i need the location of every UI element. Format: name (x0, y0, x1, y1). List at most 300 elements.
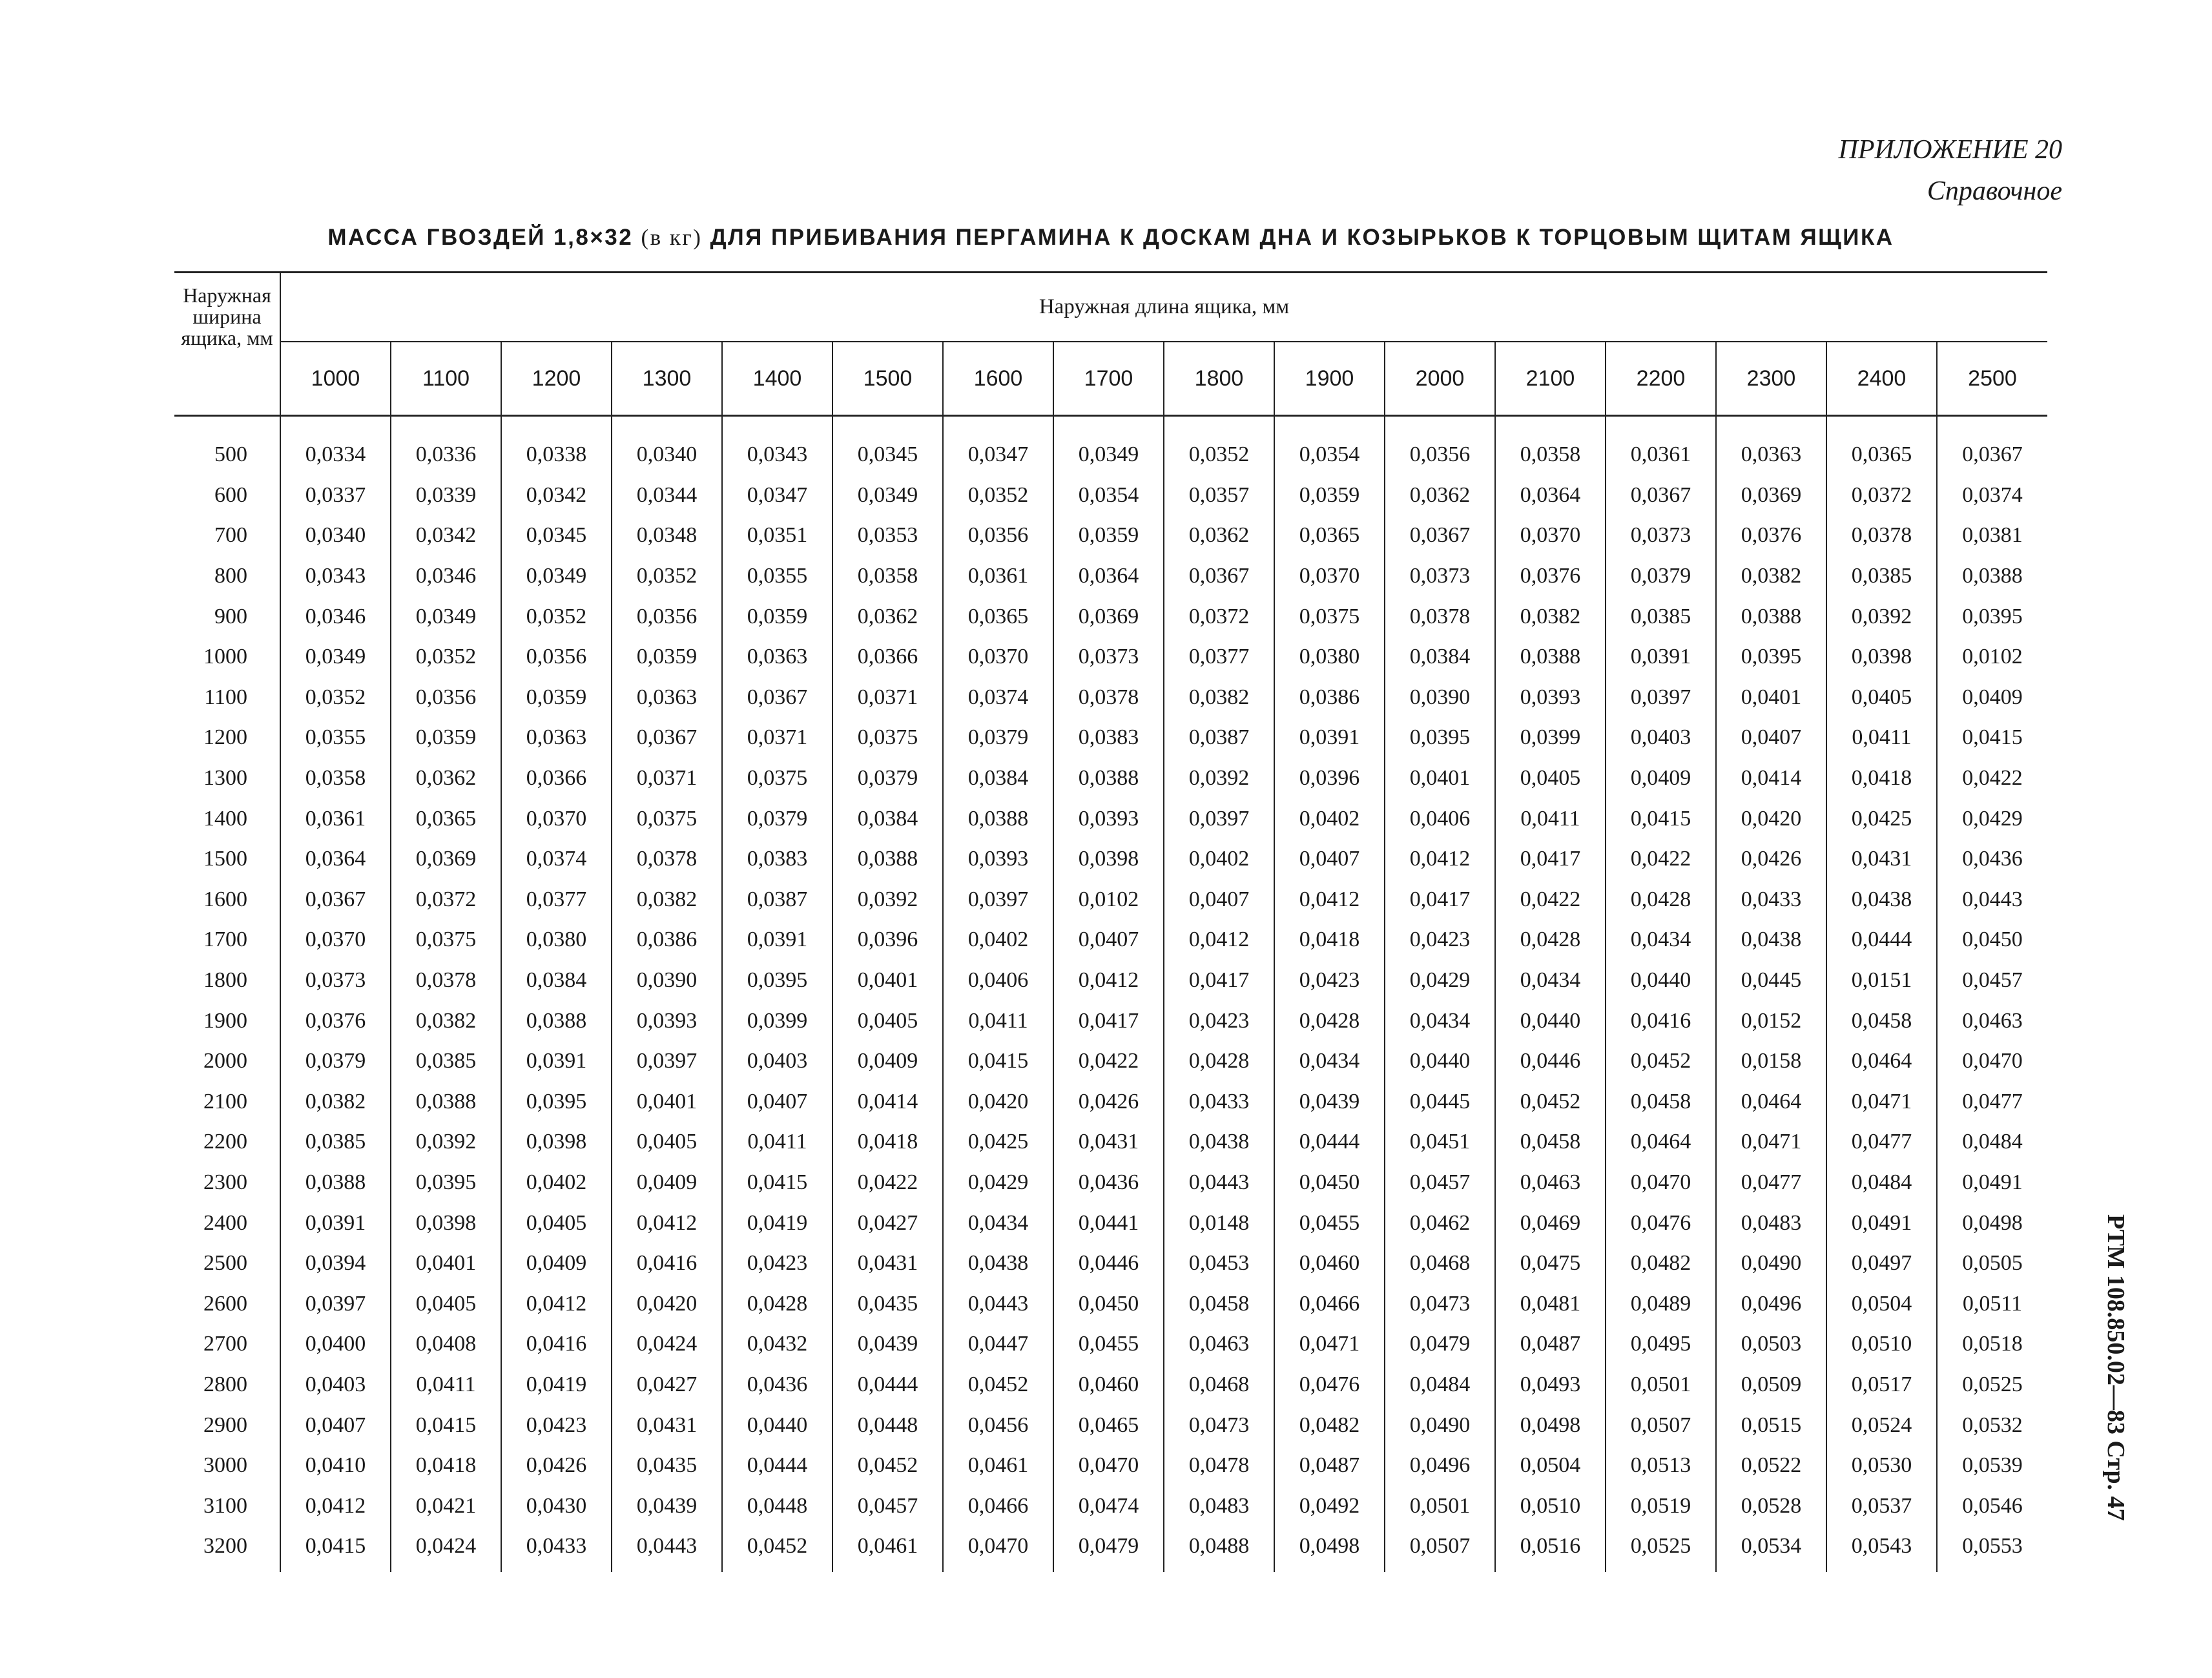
table-title (174, 225, 2047, 251)
table-row (174, 515, 2047, 556)
mass-value-cell: 0,0465 (1053, 1405, 1164, 1445)
width-cell: 2600 (203, 1291, 247, 1316)
mass-value-cell: 0,0340 (612, 416, 722, 475)
mass-value-cell: 0,0448 (832, 1405, 943, 1445)
table-row (174, 596, 2047, 637)
mass-value-cell: 0,0483 (1164, 1486, 1274, 1526)
mass-value-cell: 0,0384 (501, 960, 612, 1001)
mass-value-cell: 0,0516 (1495, 1526, 1606, 1572)
mass-value-cell: 0,0388 (280, 1163, 391, 1203)
mass-value-cell: 0,0444 (1274, 1122, 1385, 1163)
mass-value-cell: 0,0525 (1606, 1526, 1716, 1572)
mass-value-cell: 0,0372 (1826, 475, 1937, 516)
mass-value-cell: 0,0372 (391, 880, 501, 920)
mass-value-cell: 0,0395 (722, 960, 832, 1001)
mass-value-cell: 0,0458 (1826, 1000, 1937, 1041)
mass-value-cell: 0,0443 (612, 1526, 722, 1572)
mass-value-cell: 0,0415 (1606, 798, 1716, 839)
mass-value-cell: 0,0488 (1164, 1526, 1274, 1572)
mass-value-cell: 0,0468 (1164, 1365, 1274, 1405)
mass-value-cell: 0,0352 (612, 556, 722, 597)
mass-value-cell: 0,0352 (280, 678, 391, 718)
mass-value-cell: 0,0409 (1937, 678, 2047, 718)
mass-value-cell: 0,0365 (1826, 416, 1937, 475)
mass-value-cell: 0,0411 (722, 1122, 832, 1163)
table-row (174, 1283, 2047, 1324)
mass-value-cell: 0,0419 (501, 1365, 612, 1405)
mass-value-cell: 0,0348 (612, 515, 722, 556)
mass-value-cell: 0,0439 (832, 1324, 943, 1365)
mass-value-cell: 0,0476 (1274, 1365, 1385, 1405)
mass-value-cell: 0,0457 (1385, 1163, 1495, 1203)
mass-value-cell: 0,0373 (1606, 515, 1716, 556)
mass-value-cell: 0,0349 (832, 475, 943, 516)
mass-value-cell: 0,0352 (391, 637, 501, 678)
mass-value-cell: 0,0420 (943, 1082, 1053, 1123)
mass-value-cell: 0,0487 (1495, 1324, 1606, 1365)
mass-value-cell: 0,0386 (612, 920, 722, 960)
mass-value-cell: 0,0492 (1274, 1486, 1385, 1526)
length-header-cell: 1100 (391, 342, 501, 416)
mass-value-cell: 0,0382 (612, 880, 722, 920)
mass-value-cell: 0,0434 (943, 1203, 1053, 1243)
mass-value-cell: 0,0397 (1164, 798, 1274, 839)
mass-value-cell: 0,0420 (612, 1283, 722, 1324)
mass-value-cell: 0,0371 (612, 758, 722, 799)
mass-value-cell: 0,0375 (832, 718, 943, 758)
mass-value-cell: 0,0458 (1495, 1122, 1606, 1163)
mass-value-cell: 0,0356 (391, 678, 501, 718)
mass-value-cell: 0,0355 (280, 718, 391, 758)
mass-value-cell: 0,0401 (1385, 758, 1495, 799)
mass-value-cell: 0,0410 (280, 1445, 391, 1486)
mass-value-cell: 0,0440 (1385, 1041, 1495, 1082)
mass-value-cell: 0,0361 (1606, 416, 1716, 475)
mass-value-cell: 0,0401 (612, 1082, 722, 1123)
mass-value-cell: 0,0356 (501, 637, 612, 678)
mass-value-cell: 0,0383 (722, 839, 832, 880)
mass-value-cell: 0,0388 (1053, 758, 1164, 799)
width-cell: 1000 (203, 645, 247, 669)
mass-value-cell: 0,0470 (1053, 1445, 1164, 1486)
mass-value-cell: 0,0479 (1053, 1526, 1164, 1572)
mass-value-cell: 0,0418 (391, 1445, 501, 1486)
mass-value-cell: 0,0396 (1274, 758, 1385, 799)
mass-value-cell: 0,0390 (1385, 678, 1495, 718)
mass-value-cell: 0,0507 (1385, 1526, 1495, 1572)
mass-value-cell: 0,0466 (1274, 1283, 1385, 1324)
mass-value-cell: 0,0343 (280, 556, 391, 597)
mass-value-cell: 0,0382 (1164, 678, 1274, 718)
mass-value-cell: 0,0371 (722, 718, 832, 758)
mass-value-cell: 0,0402 (501, 1163, 612, 1203)
mass-value-cell: 0,0406 (943, 960, 1053, 1001)
mass-value-cell: 0,0397 (612, 1041, 722, 1082)
mass-value-cell: 0,0504 (1826, 1283, 1937, 1324)
mass-value-cell: 0,0151 (1826, 960, 1937, 1001)
table-row (174, 556, 2047, 597)
mass-value-cell: 0,0455 (1053, 1324, 1164, 1365)
mass-value-cell: 0,0369 (1053, 596, 1164, 637)
mass-value-cell: 0,0522 (1716, 1445, 1826, 1486)
mass-value-cell: 0,0489 (1606, 1283, 1716, 1324)
mass-value-cell: 0,0352 (943, 475, 1053, 516)
mass-value-cell: 0,0450 (1937, 920, 2047, 960)
mass-value-cell: 0,0478 (1164, 1445, 1274, 1486)
mass-value-cell: 0,0380 (501, 920, 612, 960)
mass-value-cell: 0,0458 (1164, 1283, 1274, 1324)
mass-value-cell: 0,0346 (280, 596, 391, 637)
mass-value-cell: 0,0394 (280, 1243, 391, 1284)
mass-value-cell: 0,0393 (612, 1000, 722, 1041)
mass-value-cell: 0,0391 (1606, 637, 1716, 678)
appendix-type: Справочное (1927, 176, 2062, 206)
mass-value-cell: 0,0408 (391, 1324, 501, 1365)
width-cell: 1600 (203, 887, 247, 911)
mass-value-cell: 0,0438 (1716, 920, 1826, 960)
mass-value-cell: 0,0412 (1385, 839, 1495, 880)
title-unit: (в кг) (641, 225, 703, 250)
width-cell: 2500 (203, 1251, 247, 1276)
table-row (174, 416, 2047, 475)
mass-value-cell: 0,0376 (1716, 515, 1826, 556)
table-row (174, 1082, 2047, 1123)
mass-value-cell: 0,0436 (1937, 839, 2047, 880)
mass-value-cell: 0,0414 (1716, 758, 1826, 799)
mass-value-cell: 0,0453 (1164, 1243, 1274, 1284)
length-header-cell: 1900 (1274, 342, 1385, 416)
mass-value-cell: 0,0474 (1053, 1486, 1164, 1526)
table-body (174, 416, 2047, 1572)
mass-value-cell: 0,0356 (612, 596, 722, 637)
mass-value-cell: 0,0363 (612, 678, 722, 718)
mass-value-cell: 0,0352 (501, 596, 612, 637)
mass-value-cell: 0,0498 (1495, 1405, 1606, 1445)
title-rest: ДЛЯ ПРИБИВАНИЯ ПЕРГАМИНА К ДОСКАМ ДНА И КОЗЫРЬКОВ К ТОРЦОВЫМ ЩИТАМ ЯЩИКА (710, 225, 1894, 250)
mass-value-cell: 0,0476 (1606, 1203, 1716, 1243)
mass-value-cell: 0,0434 (1495, 960, 1606, 1001)
mass-value-cell: 0,0365 (391, 798, 501, 839)
mass-value-cell: 0,0337 (280, 475, 391, 516)
mass-value-cell: 0,0158 (1716, 1041, 1826, 1082)
width-cell: 3200 (203, 1534, 247, 1559)
mass-value-cell: 0,0498 (1937, 1203, 2047, 1243)
mass-value-cell: 0,0395 (391, 1163, 501, 1203)
mass-value-cell: 0,0402 (1164, 839, 1274, 880)
mass-value-cell: 0,0456 (943, 1405, 1053, 1445)
mass-value-cell: 0,0443 (943, 1283, 1053, 1324)
mass-value-cell: 0,0471 (1716, 1122, 1826, 1163)
mass-value-cell: 0,0378 (612, 839, 722, 880)
table-row (174, 839, 2047, 880)
mass-value-cell: 0,0428 (1164, 1041, 1274, 1082)
mass-value-cell: 0,0498 (1274, 1526, 1385, 1572)
mass-value-cell: 0,0482 (1606, 1243, 1716, 1284)
mass-value-cell: 0,0460 (1274, 1243, 1385, 1284)
mass-value-cell: 0,0347 (943, 416, 1053, 475)
mass-value-cell: 0,0388 (391, 1082, 501, 1123)
mass-value-cell: 0,0376 (1495, 556, 1606, 597)
mass-value-cell: 0,0395 (1385, 718, 1495, 758)
mass-value-cell: 0,0417 (1053, 1000, 1164, 1041)
mass-value-cell: 0,0405 (612, 1122, 722, 1163)
mass-value-cell: 0,0435 (612, 1445, 722, 1486)
table-row (174, 960, 2047, 1001)
mass-value-cell: 0,0495 (1606, 1324, 1716, 1365)
mass-value-cell: 0,0419 (722, 1203, 832, 1243)
mass-value-cell: 0,0345 (501, 515, 612, 556)
mass-value-cell: 0,0352 (1164, 416, 1274, 475)
mass-value-cell: 0,0418 (832, 1122, 943, 1163)
mass-value-cell: 0,0385 (1606, 596, 1716, 637)
mass-value-cell: 0,0391 (1274, 718, 1385, 758)
mass-value-cell: 0,0367 (1164, 556, 1274, 597)
mass-value-cell: 0,0426 (1716, 839, 1826, 880)
mass-value-cell: 0,0525 (1937, 1365, 2047, 1405)
mass-value-cell: 0,0460 (1053, 1365, 1164, 1405)
document-code: РТМ 108.850.02—83 Стр. 47 (2102, 1214, 2129, 1521)
mass-value-cell: 0,0444 (1826, 920, 1937, 960)
mass-value-cell: 0,0509 (1716, 1365, 1826, 1405)
mass-value-cell: 0,0496 (1716, 1283, 1826, 1324)
mass-value-cell: 0,0367 (1937, 416, 2047, 475)
mass-value-cell: 0,0425 (1826, 798, 1937, 839)
mass-value-cell: 0,0539 (1937, 1445, 2047, 1486)
mass-value-cell: 0,0384 (1385, 637, 1495, 678)
mass-value-cell: 0,0426 (1053, 1082, 1164, 1123)
mass-value-cell: 0,0429 (943, 1163, 1053, 1203)
mass-value-cell: 0,0452 (1495, 1082, 1606, 1123)
mass-value-cell: 0,0412 (612, 1203, 722, 1243)
mass-value-cell: 0,0356 (943, 515, 1053, 556)
mass-value-cell: 0,0367 (722, 678, 832, 718)
mass-value-cell: 0,0401 (832, 960, 943, 1001)
mass-value-cell: 0,0402 (1274, 798, 1385, 839)
mass-value-cell: 0,0393 (1495, 678, 1606, 718)
mass-value-cell: 0,0407 (722, 1082, 832, 1123)
mass-value-cell: 0,0511 (1937, 1283, 2047, 1324)
mass-value-cell: 0,0409 (612, 1163, 722, 1203)
mass-value-cell: 0,0359 (1053, 515, 1164, 556)
mass-value-cell: 0,0510 (1495, 1486, 1606, 1526)
mass-value-cell: 0,0477 (1937, 1082, 2047, 1123)
mass-value-cell: 0,0375 (391, 920, 501, 960)
mass-value-cell: 0,0473 (1385, 1283, 1495, 1324)
mass-value-cell: 0,0102 (1053, 880, 1164, 920)
mass-value-cell: 0,0363 (722, 637, 832, 678)
mass-value-cell: 0,0434 (1274, 1041, 1385, 1082)
mass-value-cell: 0,0388 (943, 798, 1053, 839)
mass-value-cell: 0,0374 (501, 839, 612, 880)
mass-value-cell: 0,0344 (612, 475, 722, 516)
mass-value-cell: 0,0482 (1274, 1405, 1385, 1445)
mass-value-cell: 0,0458 (1606, 1082, 1716, 1123)
mass-value-cell: 0,0477 (1826, 1122, 1937, 1163)
mass-value-cell: 0,0490 (1716, 1243, 1826, 1284)
table-row (174, 920, 2047, 960)
mass-value-cell: 0,0409 (501, 1243, 612, 1284)
mass-value-cell: 0,0524 (1826, 1405, 1937, 1445)
mass-value-cell: 0,0358 (832, 556, 943, 597)
mass-value-cell: 0,0361 (280, 798, 391, 839)
mass-value-cell: 0,0423 (1385, 920, 1495, 960)
mass-value-cell: 0,0375 (612, 798, 722, 839)
mass-value-cell: 0,0470 (1937, 1041, 2047, 1082)
width-cell: 2300 (203, 1170, 247, 1194)
mass-value-cell: 0,0412 (280, 1486, 391, 1526)
mass-value-cell: 0,0422 (832, 1163, 943, 1203)
width-cell: 1100 (204, 685, 247, 709)
width-cell: 2800 (203, 1372, 247, 1396)
mass-value-cell: 0,0493 (1495, 1365, 1606, 1405)
mass-value-cell: 0,0409 (832, 1041, 943, 1082)
mass-value-cell: 0,0468 (1385, 1243, 1495, 1284)
mass-value-cell: 0,0384 (832, 798, 943, 839)
mass-value-cell: 0,0407 (280, 1405, 391, 1445)
mass-value-cell: 0,0421 (391, 1486, 501, 1526)
mass-value-cell: 0,0355 (722, 556, 832, 597)
mass-value-cell: 0,0441 (1053, 1203, 1164, 1243)
mass-value-cell: 0,0356 (1385, 416, 1495, 475)
mass-value-cell: 0,0358 (280, 758, 391, 799)
mass-value-cell: 0,0452 (722, 1526, 832, 1572)
mass-value-cell: 0,0364 (280, 839, 391, 880)
length-header-cell: 2000 (1385, 342, 1495, 416)
mass-value-cell: 0,0434 (1385, 1000, 1495, 1041)
row-header-cell: Наружная ширина ящика, мм (174, 273, 280, 416)
mass-value-cell: 0,0471 (1826, 1082, 1937, 1123)
mass-value-cell: 0,0450 (1053, 1283, 1164, 1324)
mass-value-cell: 0,0484 (1937, 1122, 2047, 1163)
width-cell: 2900 (203, 1413, 247, 1437)
table-row (174, 678, 2047, 718)
mass-value-cell: 0,0422 (1606, 839, 1716, 880)
mass-value-cell: 0,0336 (391, 416, 501, 475)
mass-value-cell: 0,0417 (1495, 839, 1606, 880)
mass-value-cell: 0,0411 (943, 1000, 1053, 1041)
mass-value-cell: 0,0374 (943, 678, 1053, 718)
width-cell: 1300 (203, 766, 247, 791)
mass-value-cell: 0,0367 (1385, 515, 1495, 556)
mass-value-cell: 0,0376 (280, 1000, 391, 1041)
mass-value-cell: 0,0464 (1716, 1082, 1826, 1123)
mass-value-cell: 0,0362 (1164, 515, 1274, 556)
mass-value-cell: 0,0444 (722, 1445, 832, 1486)
mass-value-cell: 0,0471 (1274, 1324, 1385, 1365)
mass-value-cell: 0,0451 (1385, 1122, 1495, 1163)
mass-value-cell: 0,0382 (280, 1082, 391, 1123)
mass-value-cell: 0,0386 (1274, 678, 1385, 718)
mass-value-cell: 0,0415 (722, 1163, 832, 1203)
mass-value-cell: 0,0518 (1937, 1324, 2047, 1365)
mass-value-cell: 0,0377 (1164, 637, 1274, 678)
mass-value-cell: 0,0349 (280, 637, 391, 678)
mass-value-cell: 0,0463 (1164, 1324, 1274, 1365)
mass-value-cell: 0,0390 (612, 960, 722, 1001)
table-row (174, 798, 2047, 839)
width-cell: 600 (214, 482, 247, 507)
mass-value-cell: 0,0365 (943, 596, 1053, 637)
mass-value-cell: 0,0430 (501, 1486, 612, 1526)
mass-value-cell: 0,0379 (722, 798, 832, 839)
width-cell: 900 (214, 604, 247, 628)
mass-value-cell: 0,0443 (1164, 1163, 1274, 1203)
mass-value-cell: 0,0415 (943, 1041, 1053, 1082)
mass-value-cell: 0,0359 (612, 637, 722, 678)
mass-value-cell: 0,0452 (943, 1365, 1053, 1405)
mass-value-cell: 0,0388 (1937, 556, 2047, 597)
mass-value-cell: 0,0349 (1053, 416, 1164, 475)
mass-value-cell: 0,0418 (1274, 920, 1385, 960)
mass-value-cell: 0,0445 (1385, 1082, 1495, 1123)
mass-value-cell: 0,0504 (1495, 1445, 1606, 1486)
mass-value-cell: 0,0411 (1495, 798, 1606, 839)
mass-value-cell: 0,0370 (1495, 515, 1606, 556)
appendix-label: ПРИЛОЖЕНИЕ 20 (1838, 135, 2062, 165)
width-cell: 2000 (203, 1049, 247, 1073)
mass-value-cell: 0,0470 (943, 1526, 1053, 1572)
mass-value-cell: 0,0391 (722, 920, 832, 960)
length-header-cell: 1000 (280, 342, 391, 416)
mass-value-cell: 0,0405 (391, 1283, 501, 1324)
mass-value-cell: 0,0428 (722, 1283, 832, 1324)
mass-value-cell: 0,0372 (1164, 596, 1274, 637)
mass-value-cell: 0,0519 (1606, 1486, 1716, 1526)
length-header-cell: 1800 (1164, 342, 1274, 416)
mass-value-cell: 0,0463 (1937, 1000, 2047, 1041)
mass-value-cell: 0,0418 (1826, 758, 1937, 799)
table-row (174, 758, 2047, 799)
mass-value-cell: 0,0359 (722, 596, 832, 637)
mass-value-cell: 0,0431 (612, 1405, 722, 1445)
mass-value-cell: 0,0342 (501, 475, 612, 516)
length-header-row (174, 342, 2047, 416)
mass-value-cell: 0,0427 (832, 1203, 943, 1243)
mass-value-cell: 0,0385 (1826, 556, 1937, 597)
mass-value-cell: 0,0530 (1826, 1445, 1937, 1486)
mass-value-cell: 0,0483 (1716, 1203, 1826, 1243)
mass-value-cell: 0,0417 (1164, 960, 1274, 1001)
length-header-cell: 1400 (722, 342, 832, 416)
mass-value-cell: 0,0365 (1274, 515, 1385, 556)
width-cell: 1500 (203, 847, 247, 871)
mass-value-cell: 0,0503 (1716, 1324, 1826, 1365)
mass-value-cell: 0,0347 (722, 475, 832, 516)
mass-value-cell: 0,0445 (1716, 960, 1826, 1001)
mass-value-cell: 0,0431 (832, 1243, 943, 1284)
mass-value-cell: 0,0378 (391, 960, 501, 1001)
width-cell: 1200 (203, 725, 247, 750)
mass-value-cell: 0,0338 (501, 416, 612, 475)
mass-value-cell: 0,0392 (1164, 758, 1274, 799)
mass-value-cell: 0,0491 (1826, 1203, 1937, 1243)
mass-value-cell: 0,0439 (612, 1486, 722, 1526)
mass-value-cell: 0,0416 (612, 1243, 722, 1284)
mass-value-cell: 0,0393 (943, 839, 1053, 880)
width-cell: 2100 (203, 1089, 247, 1113)
length-header-cell: 1300 (612, 342, 722, 416)
mass-value-cell: 0,0412 (1164, 920, 1274, 960)
mass-value-cell: 0,0363 (1716, 416, 1826, 475)
mass-value-cell: 0,0464 (1606, 1122, 1716, 1163)
mass-value-cell: 0,0407 (1274, 839, 1385, 880)
mass-value-cell: 0,0397 (1606, 678, 1716, 718)
mass-value-cell: 0,0369 (391, 839, 501, 880)
width-cell: 2400 (203, 1210, 247, 1235)
mass-value-cell: 0,0387 (1164, 718, 1274, 758)
mass-value-cell: 0,0405 (832, 1000, 943, 1041)
mass-value-cell: 0,0398 (1826, 637, 1937, 678)
